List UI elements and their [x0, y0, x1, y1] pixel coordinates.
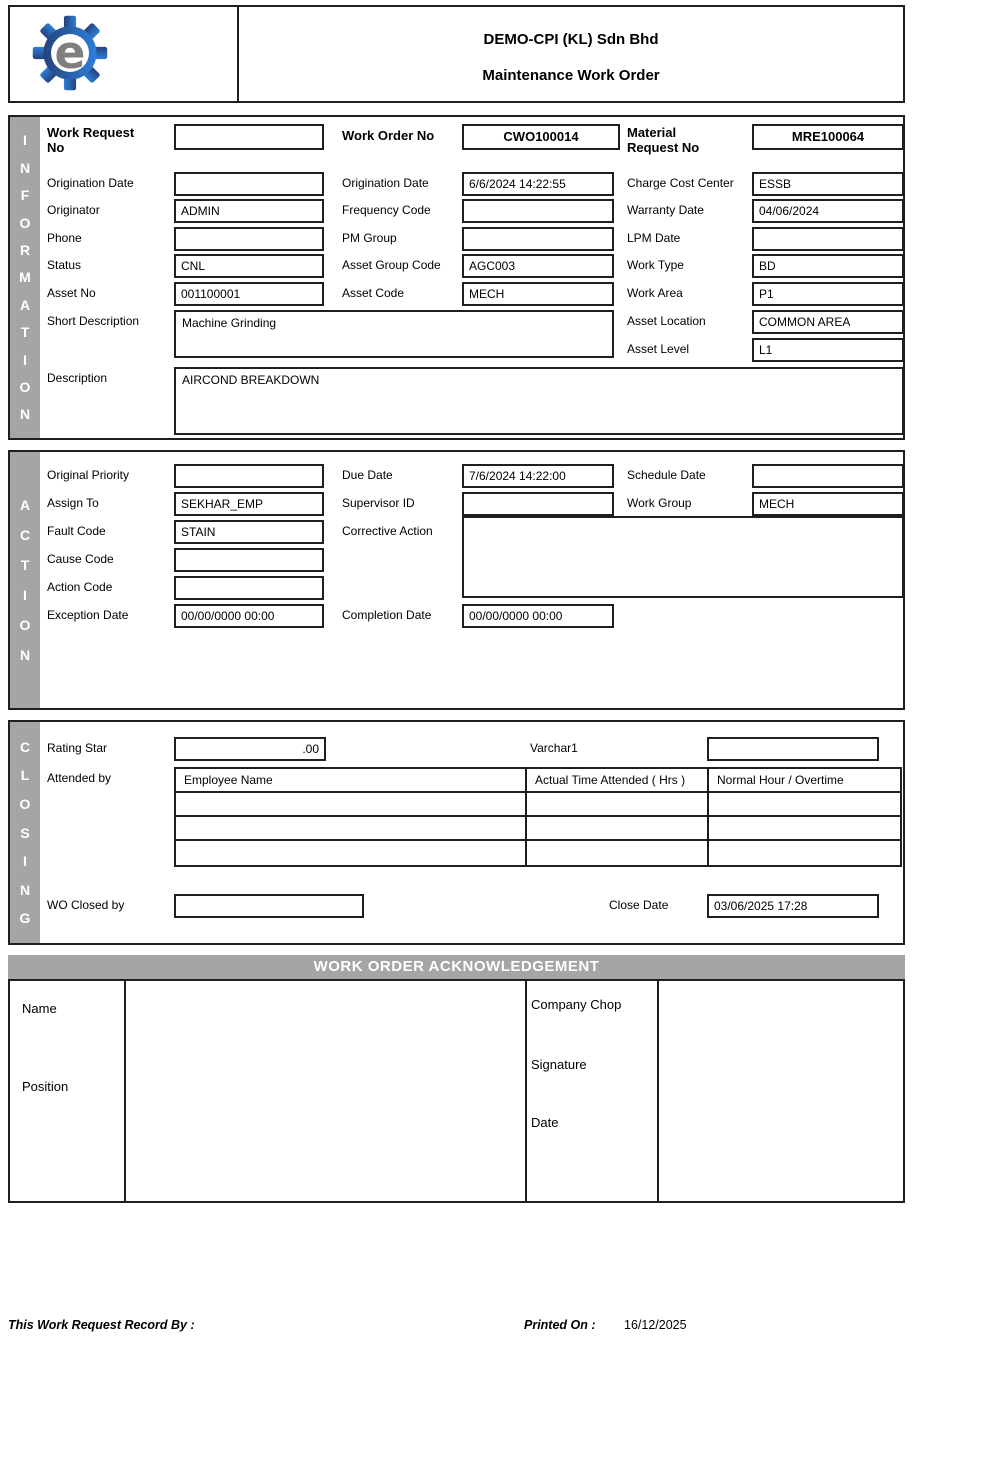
- acknowledgement-title-bar: WORK ORDER ACKNOWLEDGEMENT: [8, 955, 905, 979]
- charge-cost-center-value-box: ESSB: [752, 172, 904, 196]
- frequency-code-value-box: [462, 199, 614, 223]
- origination-date-request-value-box: [174, 172, 324, 196]
- information-sidebar-label: I N F O R M A T I O N: [10, 117, 40, 438]
- rating-star-value-box: .00: [174, 737, 326, 761]
- due-date-value-box: 7/6/2024 14:22:00: [462, 464, 614, 488]
- asset-location-label: Asset Location: [627, 314, 706, 328]
- ack-company-chop-label: Company Chop: [531, 997, 622, 1012]
- closing-section: [8, 720, 905, 945]
- corrective-action-label: Corrective Action: [342, 524, 433, 538]
- schedule-date-label: Schedule Date: [627, 468, 706, 482]
- header-divider: [237, 7, 239, 101]
- action-sidebar-label: A C T I O N: [10, 452, 40, 708]
- description-label: Description: [47, 371, 108, 385]
- asset-group-code-value-box: AGC003: [462, 254, 614, 278]
- record-by-label: This Work Request Record By :: [8, 1318, 195, 1332]
- work-request-no-label: Work Request No: [47, 125, 135, 155]
- ack-date-label: Date: [531, 1115, 559, 1130]
- origination-date-order-value-box: 6/6/2024 14:22:55: [462, 172, 614, 196]
- cause-code-label: Cause Code: [47, 552, 114, 566]
- short-description-label: Short Description: [47, 314, 140, 328]
- attended-cell: [176, 793, 527, 815]
- document-title: Maintenance Work Order: [482, 67, 660, 84]
- varchar1-label: Varchar1: [530, 741, 578, 755]
- printed-on-label: Printed On :: [524, 1318, 596, 1332]
- printed-date: 16/12/2025: [624, 1318, 687, 1332]
- pm-group-label: PM Group: [342, 231, 397, 245]
- material-request-no-label: Material Request No: [627, 125, 700, 155]
- asset-no-label: Asset No: [47, 286, 96, 300]
- attended-table-row: [176, 817, 900, 841]
- attended-table-header-row: [176, 769, 900, 793]
- ack-signature-label: Signature: [531, 1057, 587, 1072]
- acknowledgement-table: [8, 979, 905, 1203]
- wo-closed-by-label: WO Closed by: [47, 898, 125, 912]
- report-header: [8, 5, 905, 103]
- completion-date-label: Completion Date: [342, 608, 432, 622]
- normal-hour-overtime-header: Normal Hour / Overtime: [717, 773, 844, 787]
- information-section: [8, 115, 905, 440]
- actual-time-attended-header: Actual Time Attended ( Hrs ): [527, 769, 709, 791]
- origination-date-request-label: Origination Date: [47, 176, 134, 190]
- assign-to-value-box: SEKHAR_EMP: [174, 492, 324, 516]
- work-type-value-box: BD: [752, 254, 904, 278]
- asset-code-label: Asset Code: [342, 286, 405, 300]
- attended-cell: [709, 793, 900, 815]
- phone-value-box: [174, 227, 324, 251]
- lpm-date-label: LPM Date: [627, 231, 681, 245]
- company-gear-logo-icon: [32, 15, 108, 91]
- asset-level-value-box: L1: [752, 338, 904, 362]
- work-order-no-value-box: CWO100014: [462, 124, 620, 150]
- work-area-value-box: P1: [752, 282, 904, 306]
- attended-cell: [176, 817, 527, 839]
- exception-date-value-box: 00/00/0000 00:00: [174, 604, 324, 628]
- asset-location-value-box: COMMON AREA: [752, 310, 904, 334]
- work-request-no-value-box: [174, 124, 324, 150]
- charge-cost-center-label: Charge Cost Center: [627, 176, 734, 190]
- status-label: Status: [47, 258, 82, 272]
- ack-divider: [657, 981, 659, 1201]
- corrective-action-value-box: [462, 516, 904, 598]
- attended-table-row: [176, 793, 900, 817]
- status-value-box: CNL: [174, 254, 324, 278]
- work-area-label: Work Area: [627, 286, 683, 300]
- due-date-label: Due Date: [342, 468, 393, 482]
- company-name: DEMO-CPI (KL) Sdn Bhd: [483, 31, 659, 48]
- asset-code-value-box: MECH: [462, 282, 614, 306]
- original-priority-value-box: [174, 464, 324, 488]
- employee-name-header: Employee Name: [176, 769, 527, 791]
- fault-code-value-box: STAIN: [174, 520, 324, 544]
- supervisor-id-value-box: [462, 492, 614, 516]
- work-group-value-box: MECH: [752, 492, 904, 516]
- originator-value-box: ADMIN: [174, 199, 324, 223]
- ack-position-label: Position: [22, 1079, 69, 1094]
- close-date-label: Close Date: [609, 898, 669, 912]
- work-group-label: Work Group: [627, 496, 692, 510]
- svg-text:e: e: [54, 26, 86, 80]
- warranty-date-label: Warranty Date: [627, 203, 704, 217]
- asset-no-value-box: 001100001: [174, 282, 324, 306]
- assign-to-label: Assign To: [47, 496, 99, 510]
- close-date-value-box: 03/06/2025 17:28: [707, 894, 879, 918]
- work-type-label: Work Type: [627, 258, 684, 272]
- material-request-no-value-box: MRE100064: [752, 124, 904, 150]
- exception-date-label: Exception Date: [47, 608, 129, 622]
- original-priority-label: Original Priority: [47, 468, 130, 482]
- lpm-date-value-box: [752, 227, 904, 251]
- warranty-date-value-box: 04/06/2024: [752, 199, 904, 223]
- action-section: [8, 450, 905, 710]
- schedule-date-value-box: [752, 464, 904, 488]
- varchar1-value-box: [707, 737, 879, 761]
- originator-label: Originator: [47, 203, 100, 217]
- attended-cell: [176, 841, 527, 865]
- ack-name-label: Name: [22, 1001, 57, 1016]
- attended-by-table: [174, 767, 902, 867]
- attended-by-label: Attended by: [47, 771, 112, 785]
- ack-divider: [525, 981, 527, 1201]
- attended-table-row: [176, 841, 900, 865]
- description-value-box: AIRCOND BREAKDOWN: [174, 367, 904, 435]
- origination-date-order-label: Origination Date: [342, 176, 429, 190]
- action-code-label: Action Code: [47, 580, 113, 594]
- attended-cell: [709, 817, 900, 839]
- asset-level-label: Asset Level: [627, 342, 690, 356]
- phone-label: Phone: [47, 231, 82, 245]
- short-description-value-box: Machine Grinding: [174, 310, 614, 358]
- rating-star-label: Rating Star: [47, 741, 108, 755]
- fault-code-label: Fault Code: [47, 524, 106, 538]
- attended-cell: [709, 841, 900, 865]
- attended-cell: [527, 793, 709, 815]
- supervisor-id-label: Supervisor ID: [342, 496, 415, 510]
- cause-code-value-box: [174, 548, 324, 572]
- ack-divider: [124, 981, 126, 1201]
- pm-group-value-box: [462, 227, 614, 251]
- frequency-code-label: Frequency Code: [342, 203, 431, 217]
- completion-date-value-box: 00/00/0000 00:00: [462, 604, 614, 628]
- asset-group-code-label: Asset Group Code: [342, 258, 441, 272]
- closing-sidebar-label: C L O S I N G: [10, 722, 40, 943]
- action-code-value-box: [174, 576, 324, 600]
- wo-closed-by-value-box: [174, 894, 364, 918]
- attended-cell: [527, 841, 709, 865]
- work-order-no-label: Work Order No: [342, 128, 435, 143]
- attended-cell: [527, 817, 709, 839]
